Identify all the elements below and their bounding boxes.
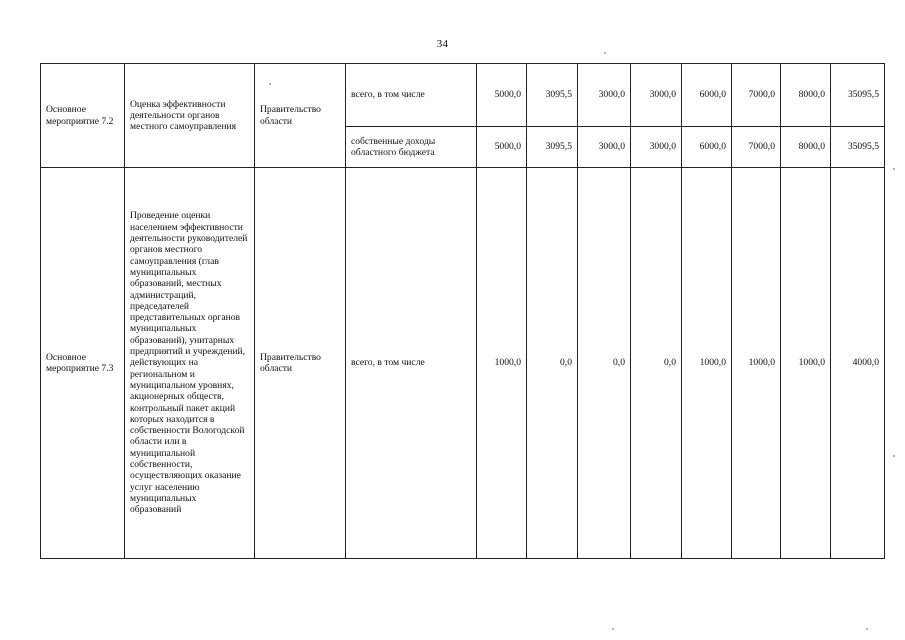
value-cell: 3000,0 xyxy=(578,127,631,168)
value-cell: 0,0 xyxy=(578,168,631,559)
value-cell: 5000,0 xyxy=(477,127,527,168)
event-cell: Основное мероприятие 7.2 xyxy=(41,64,125,168)
value-cell: 0,0 xyxy=(527,168,578,559)
value-cell: 3095,5 xyxy=(527,64,578,127)
scan-speck xyxy=(893,455,895,457)
value-cell: 7000,0 xyxy=(732,64,781,127)
scan-speck xyxy=(604,52,606,54)
total-cell: 35095,5 xyxy=(831,64,885,127)
funding-source-cell: собственные доходы областного бюджета xyxy=(346,127,477,168)
value-cell: 1000,0 xyxy=(732,168,781,559)
value-cell: 8000,0 xyxy=(781,127,831,168)
total-cell: 4000,0 xyxy=(831,168,885,559)
event-cell: Основное мероприятие 7.3 xyxy=(41,168,125,559)
value-cell: 3000,0 xyxy=(631,64,682,127)
value-cell: 6000,0 xyxy=(682,64,732,127)
page-number: 34 xyxy=(436,38,449,50)
value-cell: 1000,0 xyxy=(781,168,831,559)
scan-speck xyxy=(866,628,868,630)
value-cell: 0,0 xyxy=(631,168,682,559)
funding-source-cell: всего, в том числе xyxy=(346,168,477,559)
executor-cell: Правительство области xyxy=(255,64,346,168)
value-cell: 3000,0 xyxy=(631,127,682,168)
total-cell: 35095,5 xyxy=(831,127,885,168)
scan-speck xyxy=(269,83,271,85)
value-cell: 7000,0 xyxy=(732,127,781,168)
value-cell: 6000,0 xyxy=(682,127,732,168)
value-cell: 3000,0 xyxy=(578,64,631,127)
value-cell: 5000,0 xyxy=(477,64,527,127)
value-cell: 1000,0 xyxy=(477,168,527,559)
value-cell: 1000,0 xyxy=(682,168,732,559)
funding-source-cell: всего, в том числе xyxy=(346,64,477,127)
scan-speck xyxy=(612,628,614,630)
value-cell: 8000,0 xyxy=(781,64,831,127)
description-cell: Проведение оценки населением эффективности деятельности руководителей органов местного самоуправления (глав муниципальных образований, местных администраций, председателей представительных органов муниципальных образований), унитарных предприятий и учреждений, действующих на региональном и муниципальном уровнях, акционерных обществ, контрольный пакет акций которых находится в собственности Вологодской области или в муниципальной собственности, осуществляющих оказание услуг населению муниципальных образований xyxy=(125,168,255,559)
description-cell: Оценка эффективности деятельности органов местного самоуправления xyxy=(125,64,255,168)
scan-speck xyxy=(893,168,895,170)
budget-table xyxy=(40,63,885,559)
table-row xyxy=(41,64,885,127)
table-row xyxy=(41,168,885,559)
value-cell: 3095,5 xyxy=(527,127,578,168)
executor-cell: Правительство области xyxy=(255,168,346,559)
